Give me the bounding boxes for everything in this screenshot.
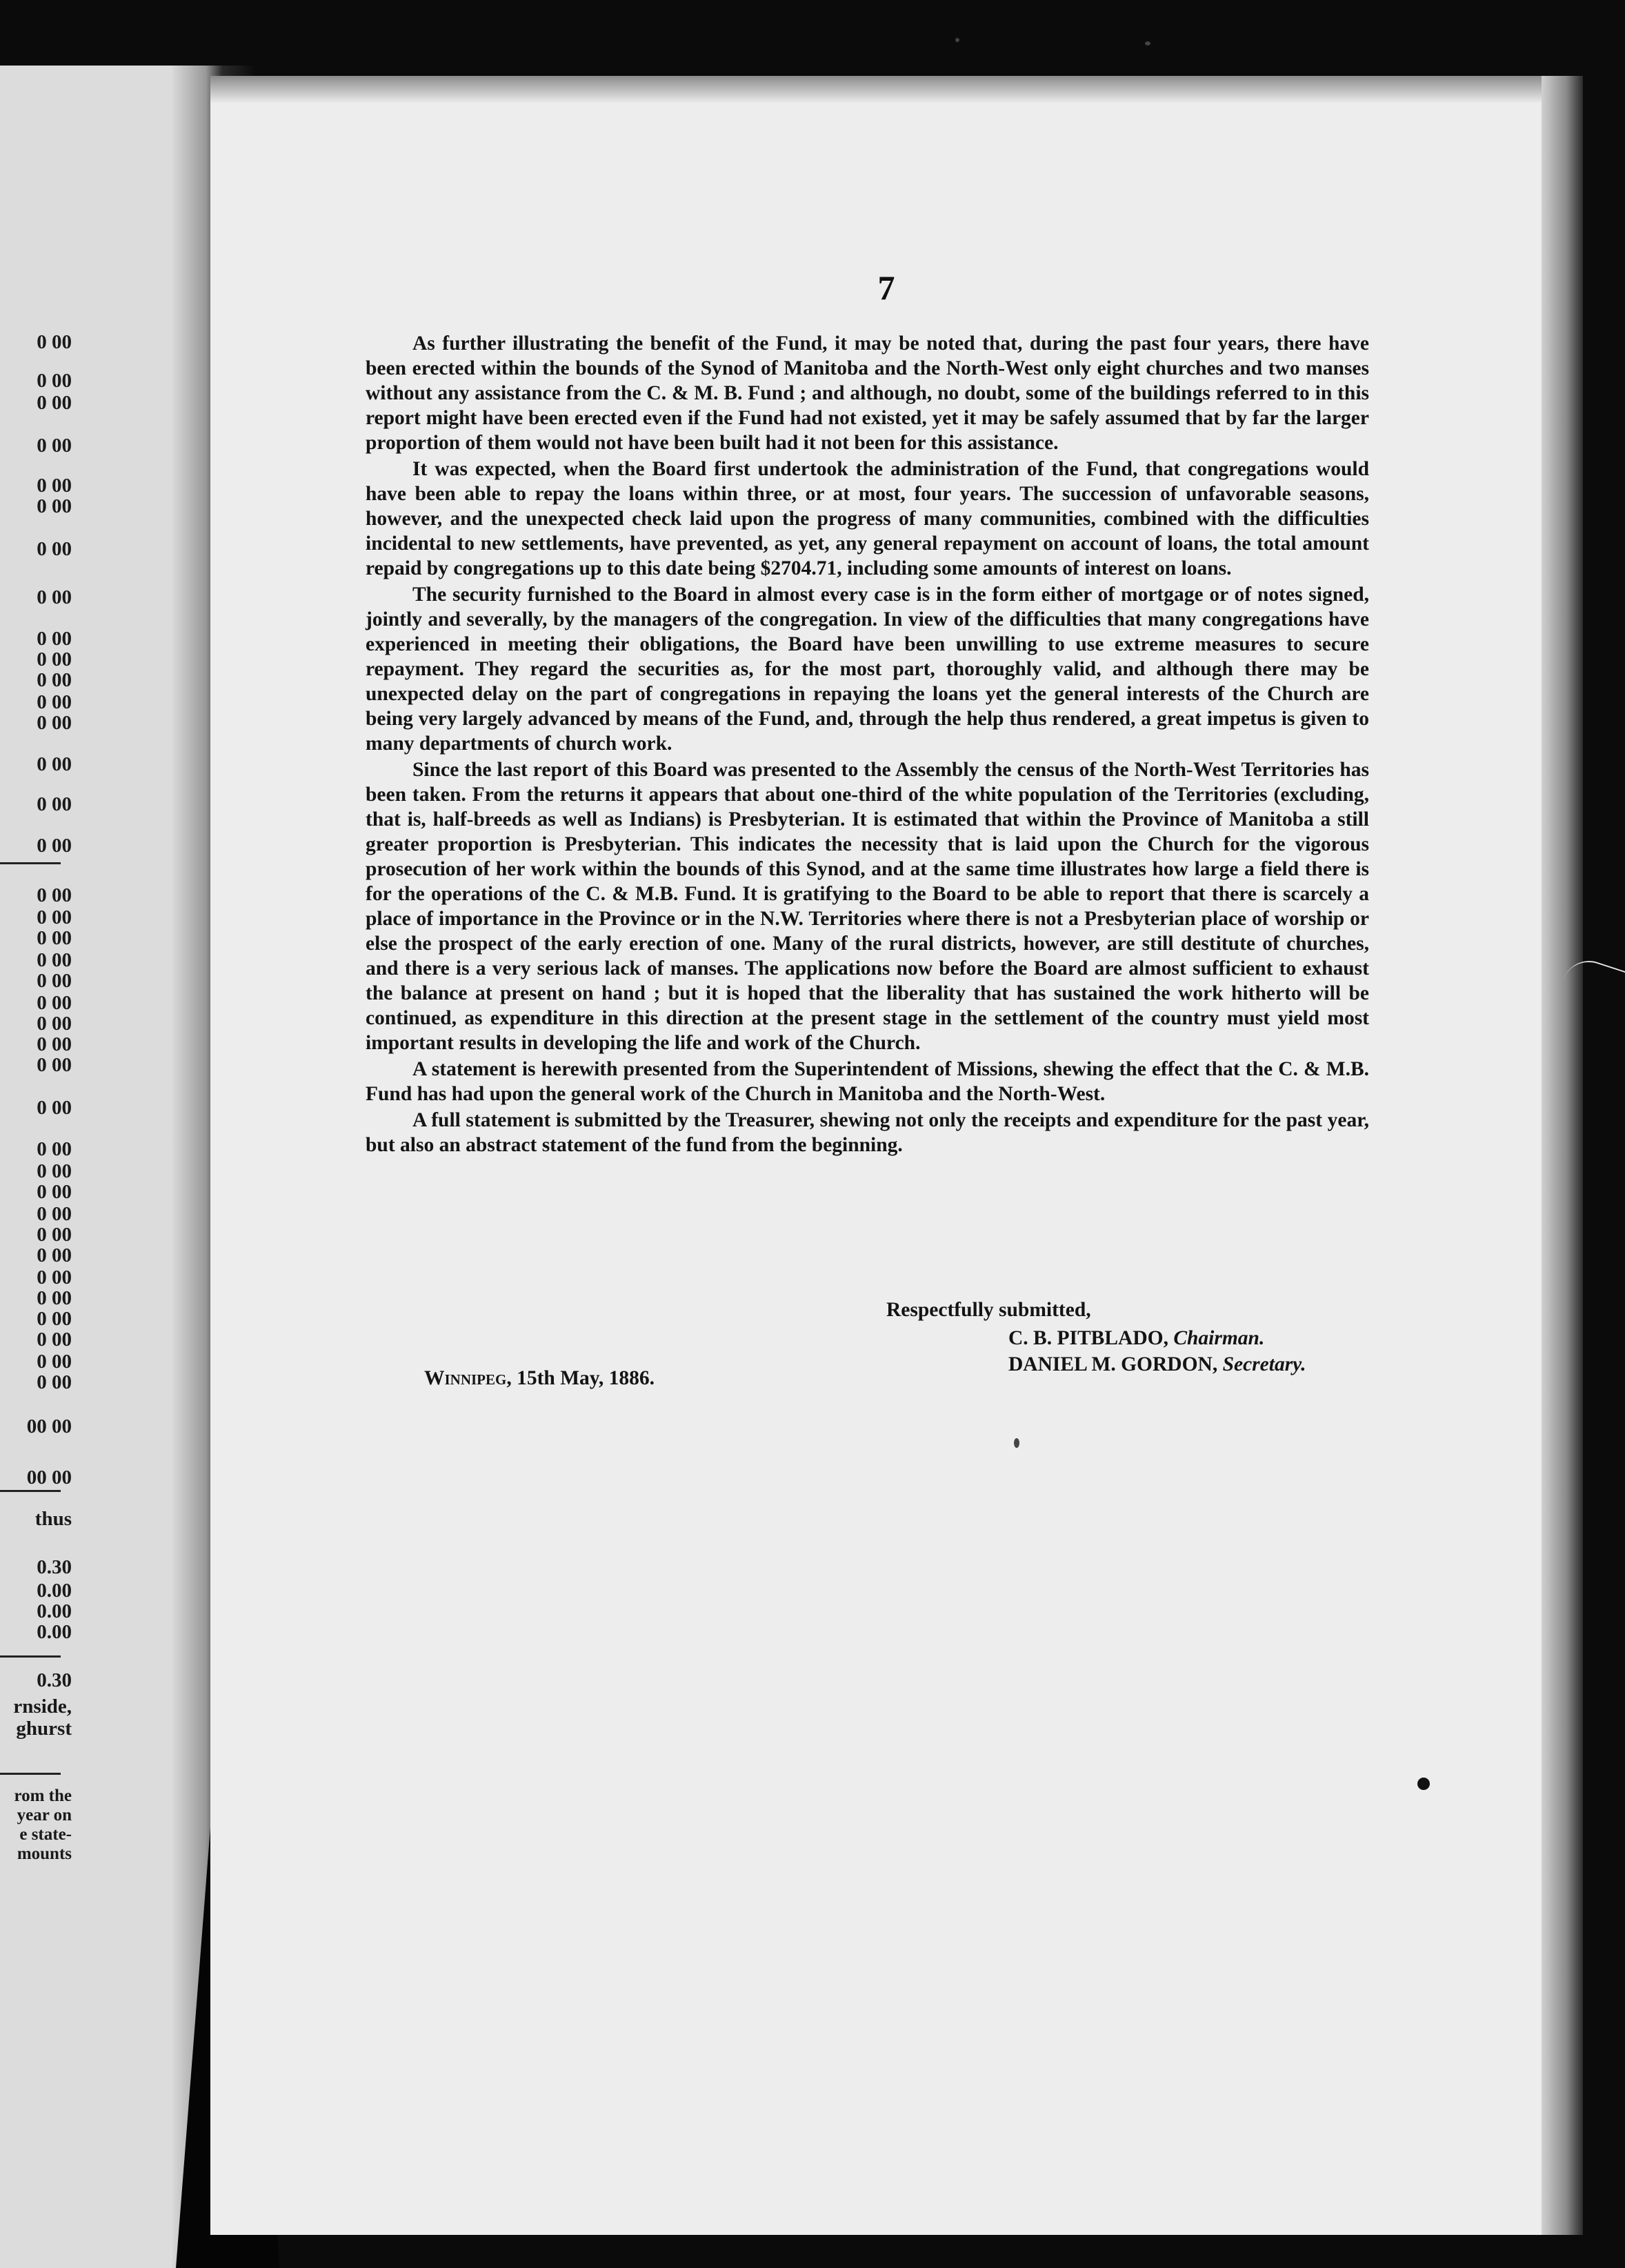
left-page-cell: 0.00 [37,1600,72,1622]
signature-chairman [1008,1327,1264,1350]
left-page-cell: 0 00 [37,1181,72,1203]
left-page-cell: 0 00 [37,949,72,971]
left-page-rule [0,1655,61,1658]
left-page-cell: 0.30 [37,1669,72,1691]
paper-speck [1014,1438,1019,1448]
report-body [366,331,1369,1159]
left-page-cell: 0 00 [37,586,72,608]
left-page-cell: 0.00 [37,1580,72,1602]
chairman-name: C. B. PITBLADO, [1008,1327,1168,1349]
left-page-cell: 0 00 [37,927,72,949]
left-page-cell: 0 00 [37,1266,72,1289]
ink-blot [1417,1778,1430,1790]
secretary-role: Secretary. [1222,1353,1306,1375]
closing-line: Respectfully submitted, [886,1299,1091,1321]
left-page-cell: 0 00 [37,835,72,857]
paragraph-superintendent: A statement is herewith presented from the Superintendent of Missions, shewing the effect that the C. & M.B. Fund has had upon the general work of the Church in Manitoba and the North-West. [366,1058,1369,1105]
left-page-cell: e state- [19,1825,72,1844]
left-page-cell: 0 00 [37,1013,72,1035]
left-page-cell: 0 00 [37,628,72,650]
left-page-cell: 0 00 [37,495,72,517]
left-page-cell: 0 00 [37,331,72,353]
left-page-cell: rnside, [13,1695,72,1718]
left-page-cell: 00 00 [26,1415,72,1438]
left-page-cell: 0 00 [37,970,72,992]
left-page-cell: rom the [14,1787,72,1805]
left-page-cell: 0 00 [37,1160,72,1182]
left-page-cell: 0 00 [37,753,72,775]
paragraph-treasurer: A full statement is submitted by the Treasurer, shewing not only the receipts and expenditure for the past year, but also an abstract statement of the fund from the beginning. [366,1109,1369,1156]
left-page-cell: 0 00 [37,1287,72,1309]
signature-secretary [1008,1353,1306,1376]
left-page-cell: 0 00 [37,1351,72,1373]
left-page-cell: 0 00 [37,793,72,815]
paragraph-fund-benefit: As further illustrating the benefit of the Fund, it may be noted that, during the past four years, there have been erected within the bounds of the Synod of Manitoba and the North-West only eight churches and two manses without any assistance from the C. & M. B. Fund ; and although, no doubt, some of the buildings referred to in this report might have been erected even if the Fund had not existed, yet it may be safely assumed that by far the larger proportion of them would not have been built had it not been for this assistance. [366,332,1369,454]
left-page-cell: 0 00 [37,475,72,497]
left-page-column [0,66,76,2268]
left-page-cell: mounts [17,1844,72,1863]
left-page-cell: 0 00 [37,435,72,457]
place-name: Winnipeg [424,1367,507,1389]
page-top-shadow [210,76,1576,103]
left-page-rule [0,862,61,864]
left-page-cell: 0 00 [37,1244,72,1266]
date-text: , 15th May, 1886. [506,1367,655,1389]
left-page-cell: 0 00 [37,1371,72,1393]
left-page-cell: 0 00 [37,1054,72,1076]
left-page-cell: 0 00 [37,648,72,670]
left-page-cell: 0.00 [37,1621,72,1643]
left-page-cell: 0 00 [37,1033,72,1055]
left-page-cell: 0 00 [37,884,72,906]
left-page-cell: 0 00 [37,1203,72,1225]
left-page-cell: 0 00 [37,1329,72,1351]
paragraph-census: Since the last report of this Board was presented to the Assembly the census of the North-West Territories has been taken. From the returns it appears that about one-third of the white population of the Territories (excluding, that is, half-breeds as well as Indians) is Presbyterian. It is estimated that within the Province of Manitoba a still greater proportion is Presbyterian. This indicates the necessity that is laid upon the Church for the vigorous prosecution of her work within the bounds of this Synod, and at the same time illustrates how large a field there is for the operations of the C. & M.B. Fund. It is gratifying to the Board to be able to report that there is scarcely a place of importance in the Province or in the N.W. Territories where there is not a Presbyterian place of worship or else the prospect of the early erection of one. Many of the rural districts, however, are still destitute of churches, and there is a very serious lack of manses. The applications now before the Board are almost sufficient to exhaust the balance at present on hand ; but it is hoped that the liberality that has sustained the work hitherto will be continued, as expenditure in this direction at the present stage in the settlement of the country must yield most important results in developing the life and work of the Church. [366,759,1369,1054]
left-page-cell: ghurst [16,1718,72,1740]
scan-speck [1145,41,1150,46]
paragraph-repayment: It was expected, when the Board first undertook the administration of the Fund, that congregations would have been able to repay the loans within three, or at most, four years. The succession of unfavorable seasons, however, and the unexpected check laid upon the progress of many communities, combined with the difficulties incidental to new settlements, have prevented, as yet, any general repayment on account of loans, the total amount repaid by congregations up to this date being $2704.71, including some amounts of interest on loans. [366,458,1369,579]
scan-speck [955,38,959,42]
left-page-cell: 0 00 [37,538,72,560]
place-date-line [424,1367,655,1390]
secretary-name: DANIEL M. GORDON, [1008,1353,1218,1375]
left-page-cell: 0 00 [37,1224,72,1246]
left-page-rule [0,1773,61,1775]
left-page-cell: 0 00 [37,1308,72,1330]
left-page-cell: thus [34,1508,72,1530]
paragraph-security: The security furnished to the Board in almost every case is in the form either of mortgage or of notes signed, jointly and severally, by the managers of the congregation. In view of the difficulties that many congregations have experienced in meeting their obligations, the Board have been unwilling to use extreme measures to secure repayment. They regard the securities as, for the most part, thoroughly valid, and although there may be unexpected delay on the part of congregations in repaying the loans yet the general interests of the Church are being very largely advanced by means of the Fund, and, through the help thus rendered, a great impetus is given to many departments of church work. [366,584,1369,755]
left-page-cell: 0 00 [37,906,72,928]
left-page-cell: 0 00 [37,691,72,713]
left-page-cell: 0 00 [37,669,72,691]
page-right-edge [1542,76,1583,2235]
left-page-cell: 0 00 [37,992,72,1014]
left-page-cell: 0 00 [37,712,72,734]
left-page-cell: 0.30 [37,1556,72,1578]
left-page-cell: 0 00 [37,1138,72,1160]
left-page-cell: 0 00 [37,392,72,414]
page-number: 7 [877,268,895,307]
left-page-cell: 00 00 [26,1466,72,1489]
left-page-cell: 0 00 [37,370,72,392]
left-page-cell: year on [17,1806,72,1824]
chairman-role: Chairman. [1173,1327,1265,1349]
left-page-cell: 0 00 [37,1097,72,1119]
left-page-rule [0,1490,61,1492]
